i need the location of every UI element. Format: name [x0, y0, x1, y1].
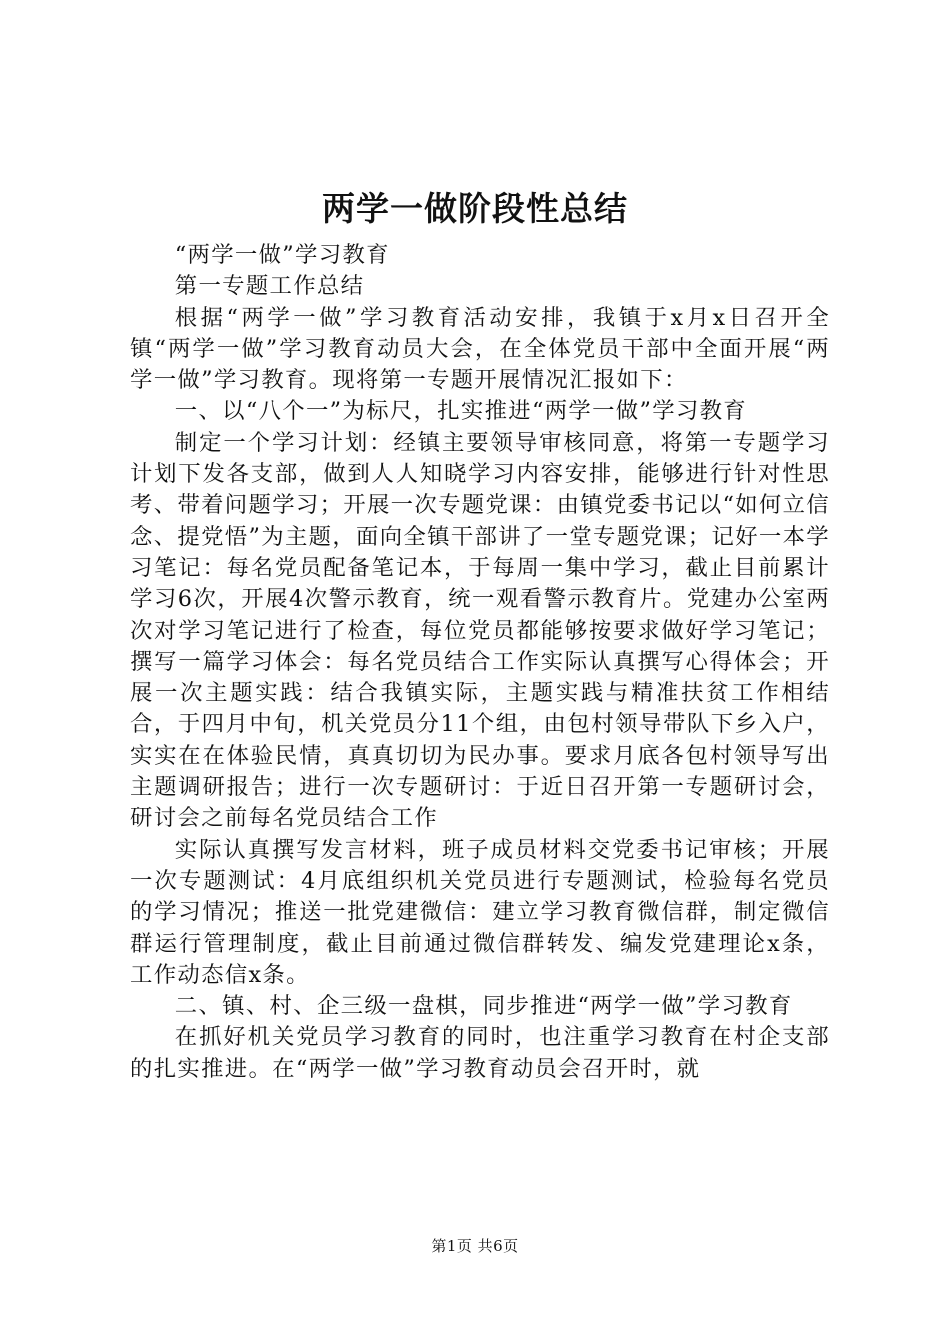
document-body — [130, 240, 830, 1085]
document-title: 两学一做阶段性总结 — [322, 189, 628, 228]
section-heading-1: 一、以“八个一”为标尺，扎实推进“两学一做”学习教育 — [174, 398, 747, 425]
section-heading-2: 二、镇、村、企三级一盘棋，同步推进“两学一做”学习教育 — [174, 993, 793, 1020]
paragraph-heading-2: 第一专题工作总结 — [174, 273, 365, 300]
paragraph-body-2: 实际认真撰写发言材料，班子成员材料交党委书记审核；开展一次专题测试：4月底组织机关党员进行专题测试，检验每名党员的学习情况；推送一批党建微信：建立学习教育微信群，制定微信群运行管理制度，截止目前通过微信群转发、编发党建理论x条，工作动态信x条。 — [130, 836, 830, 988]
paragraph-heading-1: “两学一做”学习教育 — [174, 242, 390, 268]
paragraph-body-3: 在抓好机关党员学习教育的同时，也注重学习教育在村企支部的扎实推进。在“两学一做”学习教育动员会召开时，就 — [130, 1024, 830, 1082]
paragraph-body-1: 制定一个学习计划：经镇主要领导审核同意，将第一专题学习计划下发各支部，做到人人知晓学习内容安排，能够进行针对性思考、带着问题学习；开展一次专题党课：由镇党委书记以“如何立信念、提党悟”为主题，面向全镇干部讲了一堂专题党课；记好一本学习笔记：每名党员配备笔记本，于每周一集中学习，截止目前累计学习6次，开展4次警示教育，统一观看警示教育片。党建办公室两次对学习笔记进行了检查，每位党员都能够按要求做好学习笔记；撰写一篇学习体会：每名党员结合工作实际认真撰写心得体会；开展一次主题实践：结合我镇实际，主题实践与精准扶贫工作相结合，于四月中旬，机关党员分11个组，由包村领导带队下乡入户，实实在在体验民情，真真切切为民办事。要求月底各包村领导写出主题调研报告；进行一次专题研讨：于近日召开第一专题研讨会，研讨会之前每名党员结合工作 — [130, 429, 830, 832]
paragraph-intro: 根据“两学一做”学习教育活动安排，我镇于x月x日召开全镇“两学一做”学习教育动员大会，在全体党员干部中全面开展“两学一做”学习教育。现将第一专题开展情况汇报如下： — [130, 304, 830, 394]
page-footer: 第1页 共6页 — [431, 1237, 519, 1255]
